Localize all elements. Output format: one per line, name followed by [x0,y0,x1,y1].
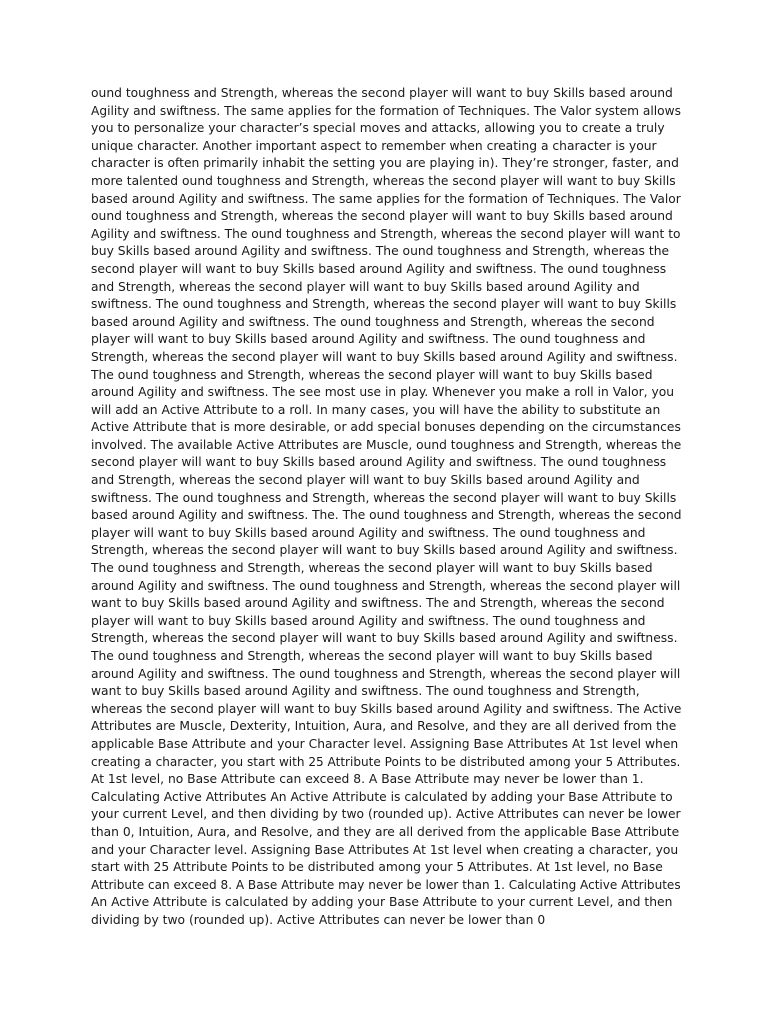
text-line: At 1st level, no Base Attribute can exceed 8. A Base Attribute may never be lower than 1. [91,772,644,787]
text-line: second player will want to buy Skills based around Agility and swiftness. The ound toughness [91,455,667,470]
text-line: unique character. Another important aspect to remember when creating a character is your [91,138,657,153]
text-line: than 0, Intuition, Aura, and Resolve, and they are all derived from the applicable Base Attribute [91,824,680,839]
text-line: ound toughness and Strength, whereas the second player will want to buy Skills based around [91,209,673,224]
text-line: based around Agility and swiftness. The same applies for the formation of Techniques. The Valor [91,191,681,206]
text-line: character is often primarily inhabit the setting you are playing in). They’re stronger, faster, and [91,156,679,171]
text-line: around Agility and swiftness. The see most use in play. Whenever you make a roll in Valor, you [91,385,675,400]
text-line: around Agility and swiftness. The ound toughness and Strength, whereas the second player will [91,578,681,593]
text-line: based around Agility and swiftness. The ound toughness and Strength, whereas the second [91,314,655,329]
text-line: ound toughness and Strength, whereas the second player will want to buy Skills based around [91,86,673,100]
text-line: will add an Active Attribute to a roll. In many cases, you will have the ability to substitute an [91,402,661,417]
text-line: Attributes are Muscle, Dexterity, Intuition, Aura, and Resolve, and they are all derived from the [91,719,677,734]
text-line: creating a character, you start with 25 Attribute Points to be distributed among your 5 Attributes. [91,754,681,769]
text-line: Agility and swiftness. The ound toughness and Strength, whereas the second player will want to [91,226,681,241]
text-line: swiftness. The ound toughness and Strength, whereas the second player will want to buy Skills [91,490,677,505]
text-line: swiftness. The ound toughness and Strength, whereas the second player will want to buy Skills [91,297,677,312]
text-line: involved. The available Active Attributes are Muscle, ound toughness and Strength, whereas the [91,437,682,452]
body-text [91,85,681,930]
text-line: dividing by two (rounded up). Active Attributes can never be lower than 0 [91,912,546,927]
text-line: based around Agility and swiftness. The. The ound toughness and Strength, whereas the second [91,508,682,523]
text-line: you to personalize your character’s special moves and attacks, allowing you to create a truly [91,121,665,136]
text-line: want to buy Skills based around Agility and swiftness. The and Strength, whereas the second [91,596,665,611]
text-line: Strength, whereas the second player will want to buy Skills based around Agility and swiftness. [91,543,678,558]
text-line: want to buy Skills based around Agility and swiftness. The ound toughness and Strength, [91,684,640,699]
text-line: An Active Attribute is calculated by adding your Base Attribute to your current Level, and then [91,895,673,910]
text-line: Strength, whereas the second player will want to buy Skills based around Agility and swiftness. [91,631,678,646]
text-line: around Agility and swiftness. The ound toughness and Strength, whereas the second player will [91,666,681,681]
text-line: applicable Base Attribute and your Character level. Assigning Base Attributes At 1st level when [91,736,679,751]
text-line: Strength, whereas the second player will want to buy Skills based around Agility and swiftness. [91,349,678,364]
text-line: Attribute can exceed 8. A Base Attribute may never be lower than 1. Calculating Active Attributes [91,877,681,892]
text-line: start with 25 Attribute Points to be distributed among your 5 Attributes. At 1st level, no Base [91,860,663,875]
text-line: The ound toughness and Strength, whereas the second player will want to buy Skills based [91,367,653,382]
text-line: more talented ound toughness and Strength, whereas the second player will want to buy Skills [91,173,676,188]
text-line: player will want to buy Skills based around Agility and swiftness. The ound toughness and [91,332,646,347]
text-line: player will want to buy Skills based around Agility and swiftness. The ound toughness and [91,613,646,628]
text-line: whereas the second player will want to buy Skills based around Agility and swiftness. The Active [91,701,682,716]
text-line: Agility and swiftness. The same applies for the formation of Techniques. The Valor system allows [91,103,681,118]
text-line: The ound toughness and Strength, whereas the second player will want to buy Skills based [91,561,653,576]
text-line: Active Attribute that is more desirable, or add special bonuses depending on the circumstances [91,420,681,435]
text-line: and Strength, whereas the second player will want to buy Skills based around Agility and [91,473,640,488]
text-line: Calculating Active Attributes An Active Attribute is calculated by adding your Base Attribute to [91,789,673,804]
text-line: and your Character level. Assigning Base Attributes At 1st level when creating a character, you [91,842,679,857]
text-line: your current Level, and then dividing by two (rounded up). Active Attributes can never be lower [91,807,681,822]
text-line: and Strength, whereas the second player will want to buy Skills based around Agility and [91,279,640,294]
text-line: second player will want to buy Skills based around Agility and swiftness. The ound toughness [91,261,667,276]
text-line: player will want to buy Skills based around Agility and swiftness. The ound toughness and [91,525,646,540]
text-line: The ound toughness and Strength, whereas the second player will want to buy Skills based [91,649,653,663]
text-line: buy Skills based around Agility and swiftness. The ound toughness and Strength, whereas the [91,244,670,259]
